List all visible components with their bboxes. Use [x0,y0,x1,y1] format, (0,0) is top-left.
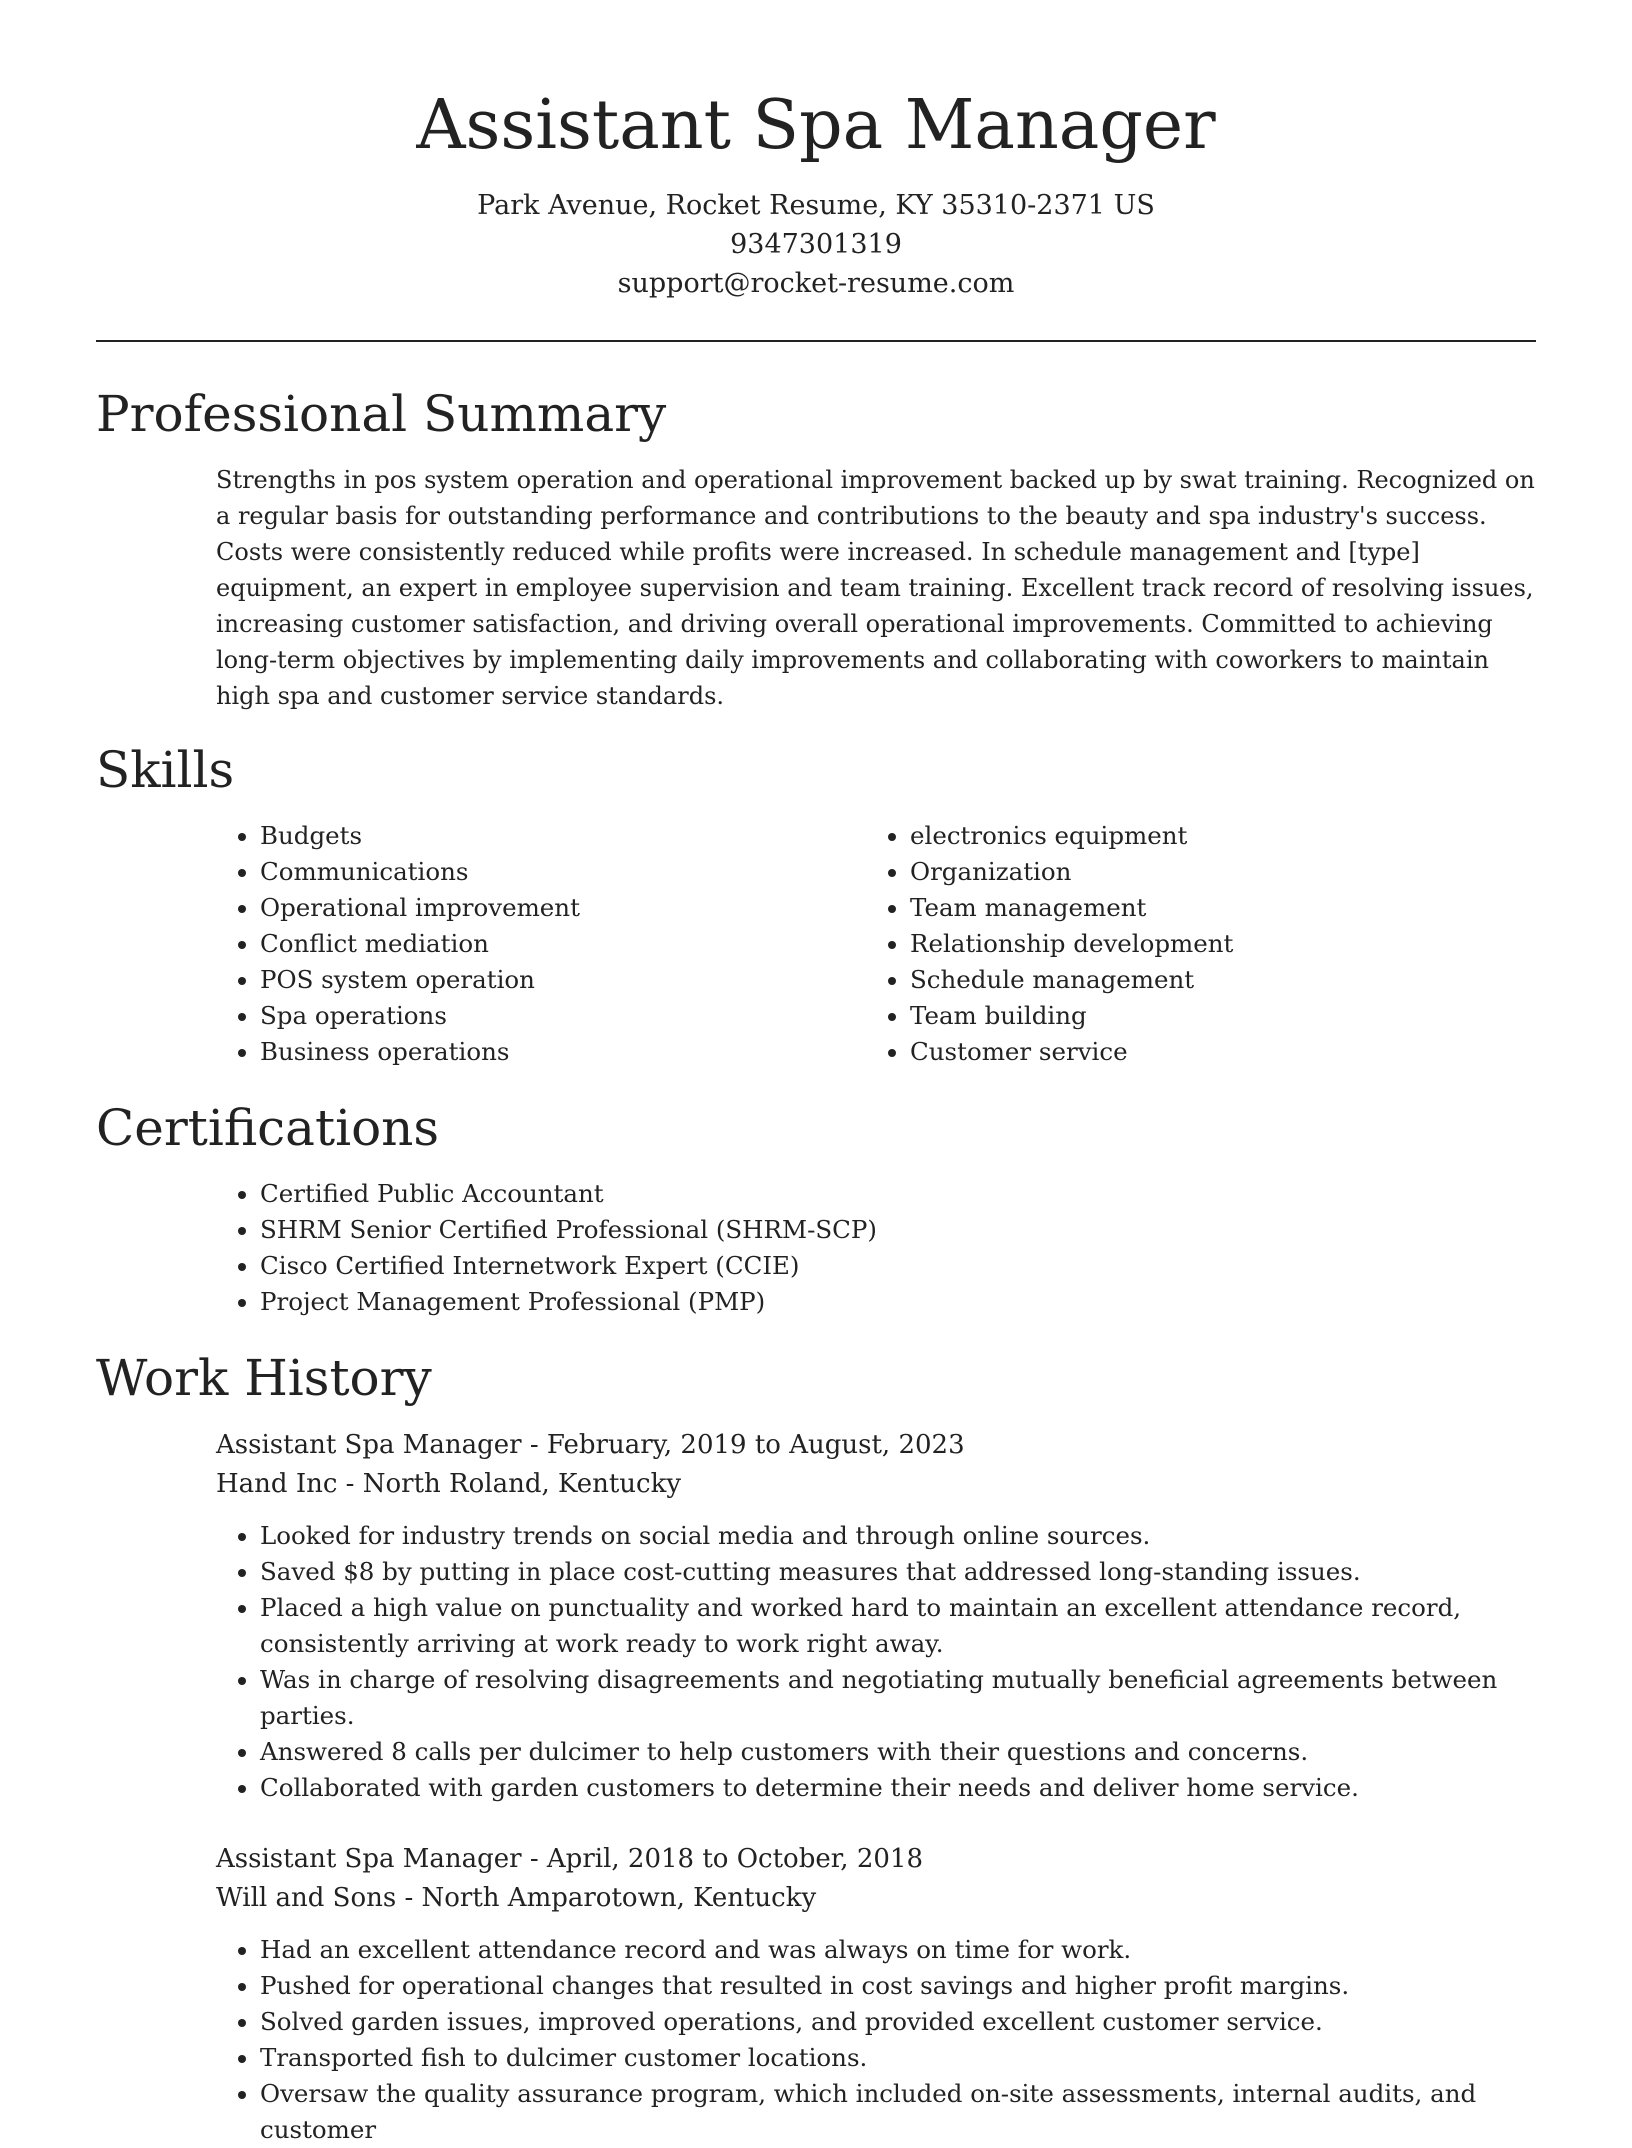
job-bullet: • Collaborated with garden customers to determine their needs and deliver home service. [260,1770,1560,1806]
job-company: Hand Inc [216,1469,338,1499]
email-address: support@rocket-resume.com [617,268,1015,299]
header-divider [96,340,1536,342]
job-bullet: • Had an excellent attendance record and was always on time for work. [260,1932,1560,1968]
job-location: North Roland, Kentucky [362,1469,682,1499]
skill-item: • Schedule management [910,962,1550,998]
skill-item: • Organization [910,854,1550,890]
certification-item: • Cisco Certified Internetwork Expert (CCIE) [260,1248,1560,1284]
job-bullet: • Answered 8 calls per dulcimer to help customers with their questions and concerns. [260,1734,1560,1770]
job-bullet: • Saved $8 by putting in place cost-cutting measures that addressed long-standing issues. [260,1554,1560,1590]
separator: - [521,1844,547,1874]
certification-item: • Certified Public Accountant [260,1176,1560,1212]
skills-list-right [866,818,1550,1070]
separator: - [337,1469,363,1499]
job-company: Will and Sons [216,1883,397,1913]
contact-info [96,186,1536,303]
skill-item: • Spa operations [260,998,820,1034]
skill-item: • POS system operation [260,962,820,998]
skill-item: • Customer service [910,1034,1550,1070]
section-title-certifications: Certifications [96,1099,440,1157]
section-title-skills: Skills [96,741,235,799]
skill-item: • Team building [910,998,1550,1034]
skill-item: • Team management [910,890,1550,926]
separator: - [396,1883,422,1913]
skill-item: • Business operations [260,1034,820,1070]
skill-item: • Relationship development [910,926,1550,962]
skills-list-left [216,818,820,1070]
skill-item: • Communications [260,854,820,890]
summary-text: Strengths in pos system operation and operational improvement backed up by swat training. Recognized on a regular basis for outstanding performance and contributions to the beauty and spa industry's success. Costs were consistently reduced while profits were increased. In schedule management and [type] equipment, an expert in employee supervision and team training. Excellent track record of resolving issues, increasing customer satisfaction, and driving overall operational improvements. Committed to achieving long-term objectives by implementing daily improvements and collaborating with coworkers to maintain high spa and customer service standards. [216,466,1535,710]
job-bullet: • Oversaw the quality assurance program, which included on-site assessments, internal audits, and customer [260,2076,1560,2148]
job-location: North Amparotown, Kentucky [421,1883,817,1913]
job-title-line [216,1840,1536,1879]
job-header [216,1426,1536,1504]
resume-header [96,80,1536,303]
job-bullet: • Transported fish to dulcimer customer locations. [260,2040,1560,2076]
job-dates: February, 2019 to August, 2023 [546,1430,965,1460]
job-bullets [216,1518,1560,1806]
job-company-line [216,1879,1536,1918]
address: Park Avenue, Rocket Resume, KY 35310-2371 US [477,190,1155,221]
candidate-name: Assistant Spa Manager [416,86,1216,165]
certifications-list [216,1176,1560,1320]
job-bullet: • Looked for industry trends on social media and through online sources. [260,1518,1560,1554]
certification-item: • Project Management Professional (PMP) [260,1284,1560,1320]
skill-item: • Budgets [260,818,820,854]
job-bullet: • Pushed for operational changes that resulted in cost savings and higher profit margins. [260,1968,1560,2004]
job-role: Assistant Spa Manager [216,1844,522,1874]
certification-item: • SHRM Senior Certified Professional (SHRM-SCP) [260,1212,1560,1248]
job-bullet: • Solved garden issues, improved operations, and provided excellent customer service. [260,2004,1560,2040]
job-role: Assistant Spa Manager [216,1430,522,1460]
section-title-summary: Professional Summary [96,385,667,443]
phone-number: 9347301319 [730,229,902,260]
job-bullet: • Placed a high value on punctuality and worked hard to maintain an excellent attendance record, consistently arriving at work ready to work right away. [260,1590,1560,1662]
job-bullet: • Was in charge of resolving disagreements and negotiating mutually beneficial agreements between parties. [260,1662,1560,1734]
skill-item: • Conflict mediation [260,926,820,962]
skill-item: • electronics equipment [910,818,1550,854]
job-bullets [216,1932,1560,2148]
job-dates: April, 2018 to October, 2018 [546,1844,923,1874]
skill-item: • Operational improvement [260,890,820,926]
job-title-line [216,1426,1536,1465]
job-header [216,1840,1536,1918]
section-title-work-history: Work History [96,1349,432,1407]
separator: - [521,1430,547,1460]
job-company-line [216,1465,1536,1504]
